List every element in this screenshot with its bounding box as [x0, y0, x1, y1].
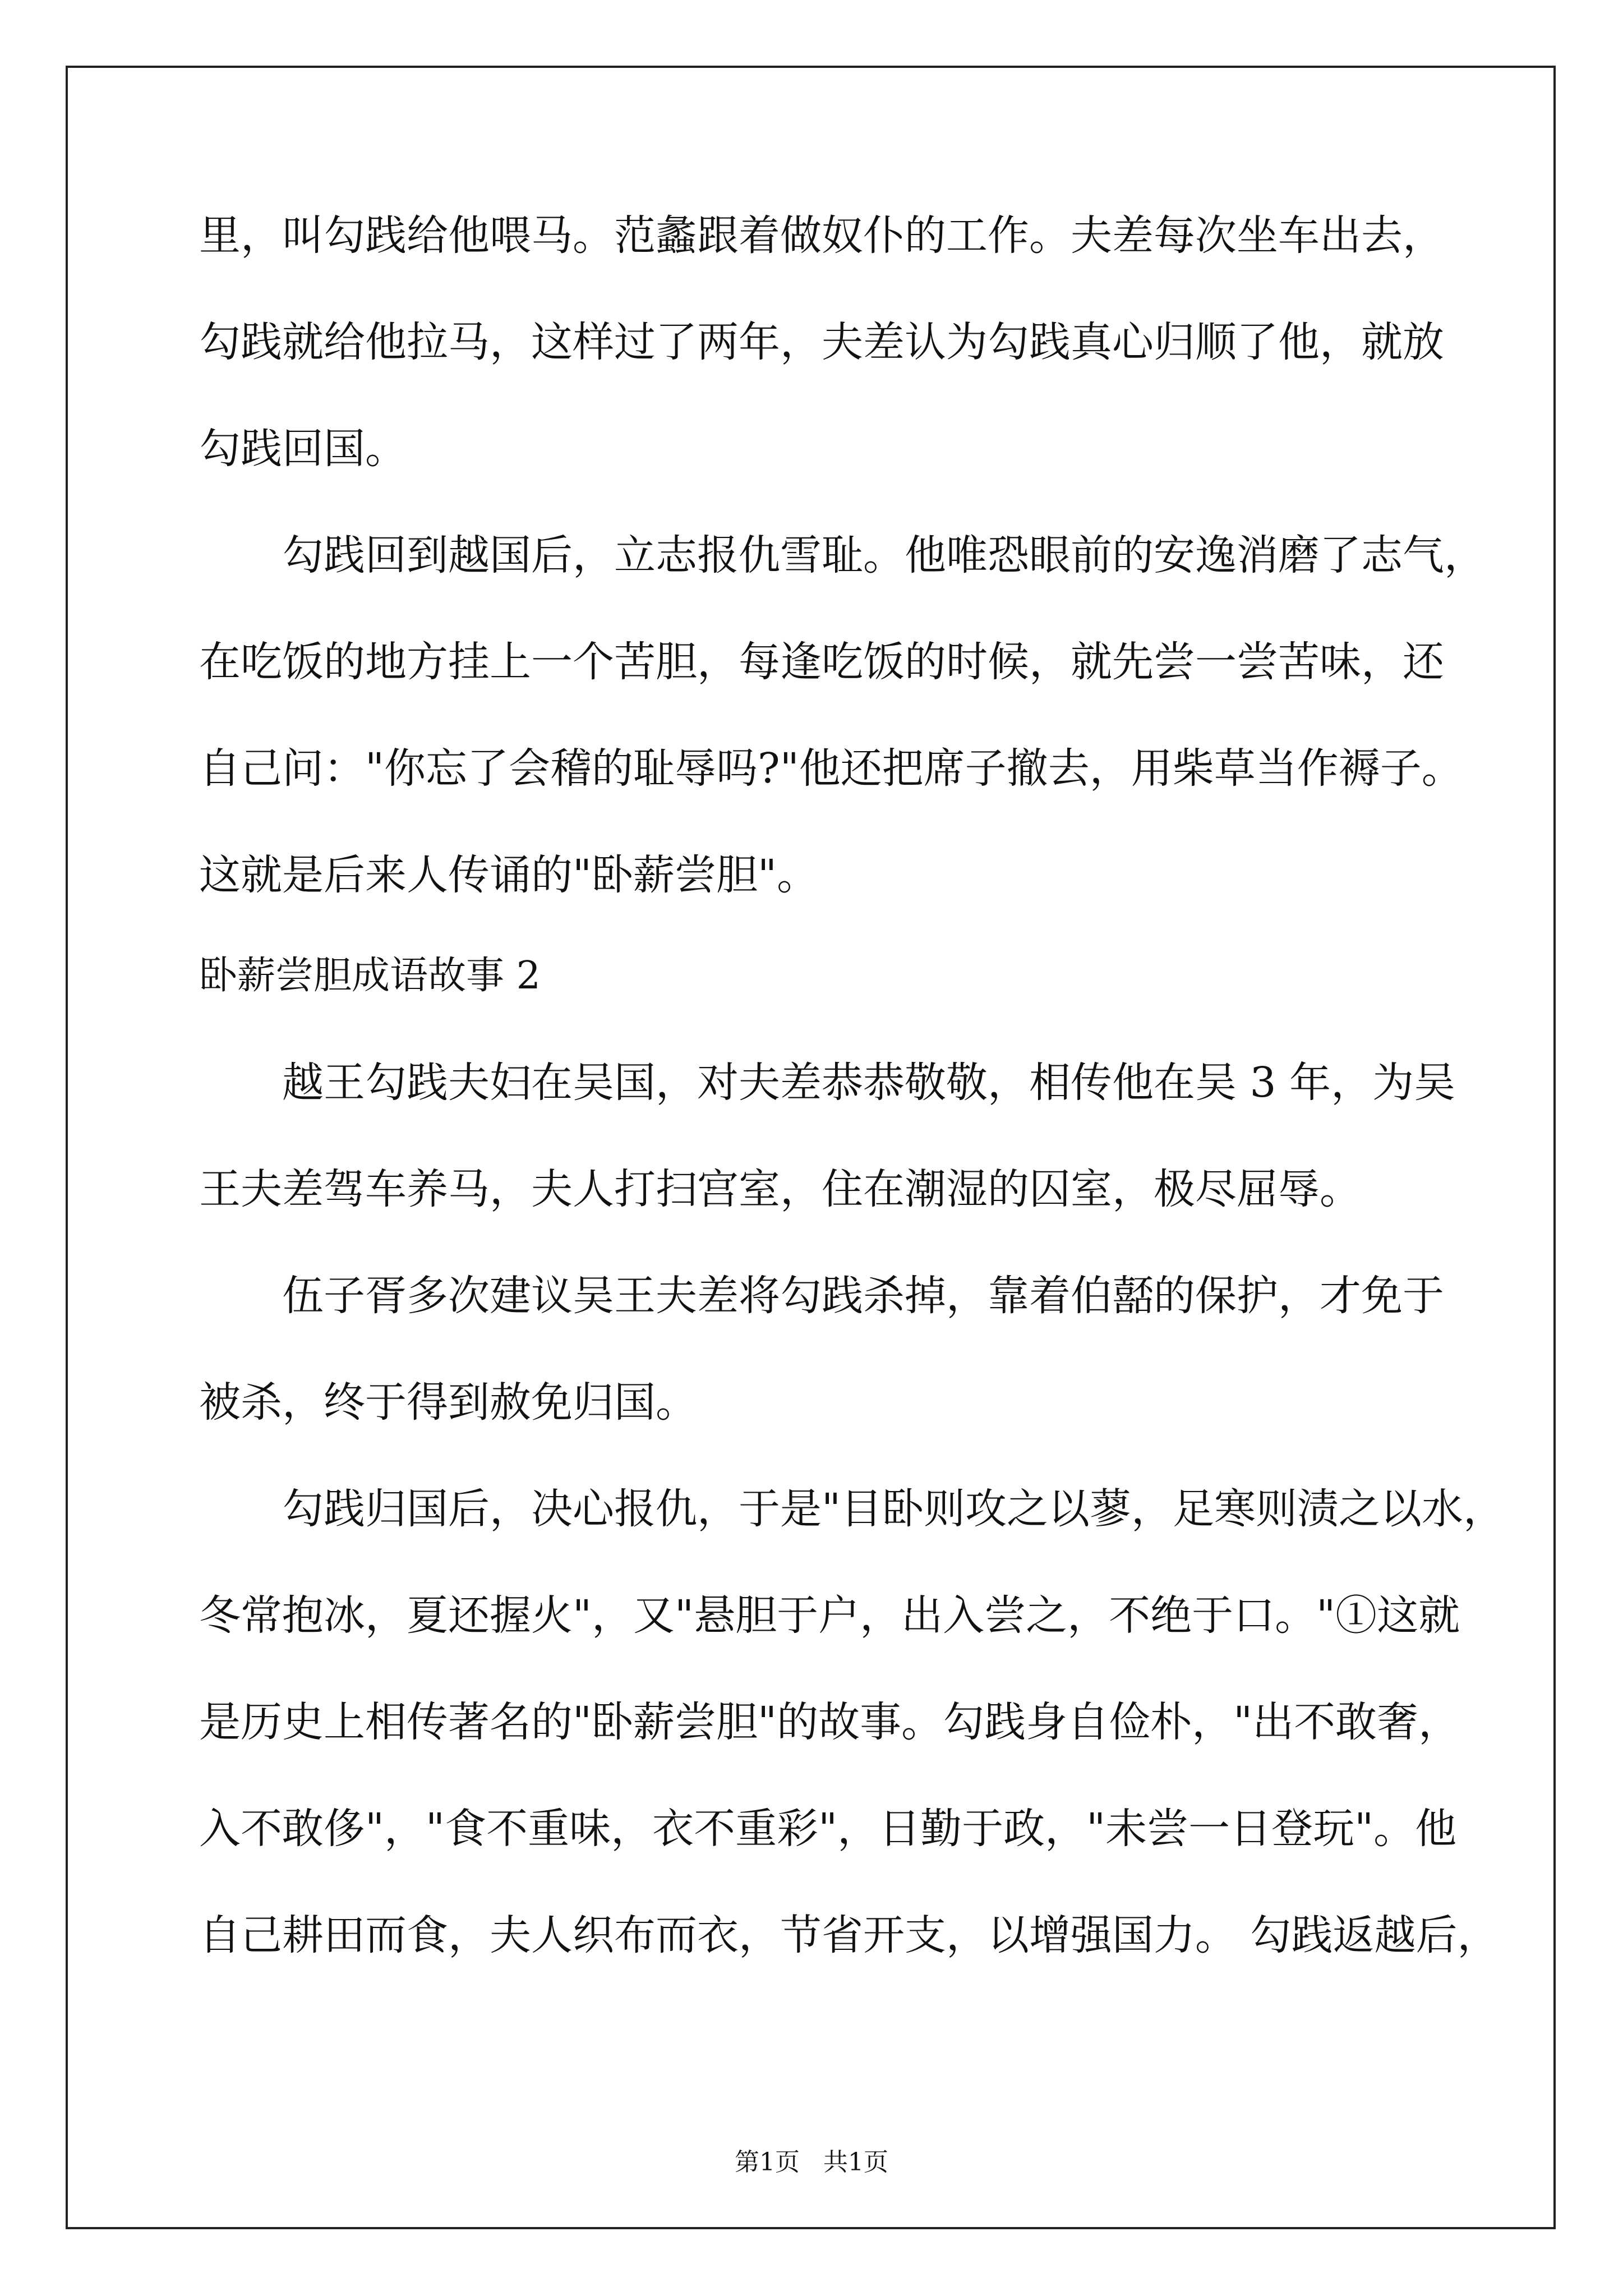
text-line: 勾践就给他拉马，这样过了两年，夫差认为勾践真心归顺了他，就放 [199, 318, 1444, 366]
page-border [66, 66, 1556, 2229]
page-footer: 第1页 共1页 [735, 2148, 888, 2177]
text-line: 勾践回到越国后，立志报仇雪耻。他唯恐眼前的安逸消磨了志气， [282, 531, 1486, 579]
text-line: 自己问："你忘了会稽的耻辱吗?"他还把席子撤去，用柴草当作褥子。 [199, 744, 1463, 793]
text-line: 是历史上相传著名的"卧薪尝胆"的故事。勾践身自俭朴，"出不敢奢， [199, 1698, 1460, 1746]
section-heading: 卧薪尝胆成语故事 2 [199, 954, 541, 998]
text-line: 自己耕田而食，夫人织布而衣，节省开支，以增强国力。 勾践返越后， [199, 1911, 1499, 1959]
text-line: 冬常抱冰，夏还握火"，又"悬胆于户，出入尝之，不绝于口。"①这就 [199, 1591, 1460, 1640]
text-line: 里，叫勾践给他喂马。范蠡跟着做奴仆的工作。夫差每次坐车出去， [199, 211, 1444, 260]
text-line: 勾践归国后，决心报仇，于是"目卧则攻之以蓼，足寒则渍之以水， [282, 1485, 1505, 1533]
text-line: 被杀，终于得到赦免归国。 [199, 1378, 697, 1427]
text-line: 在吃饭的地方挂上一个苦胆，每逢吃饭的时候，就先尝一尝苦味，还 [199, 638, 1444, 686]
text-line: 伍子胥多次建议吴王夫差将勾践杀掉，靠着伯嚭的保护，才免于 [282, 1272, 1444, 1320]
text-line: 越王勾践夫妇在吴国，对夫差恭恭敬敬，相传他在吴 3 年，为吴 [282, 1059, 1456, 1107]
text-line: 勾践回国。 [199, 425, 407, 473]
text-line: 王夫差驾车养马，夫人打扫宫室，住在潮湿的囚室，极尽屈辱。 [199, 1165, 1361, 1213]
text-line: 这就是后来人传诵的"卧薪尝胆"。 [199, 851, 819, 899]
text-line: 入不敢侈"，"食不重味，衣不重彩"，日勤于政，"未尝一日登玩"。他 [199, 1805, 1457, 1853]
